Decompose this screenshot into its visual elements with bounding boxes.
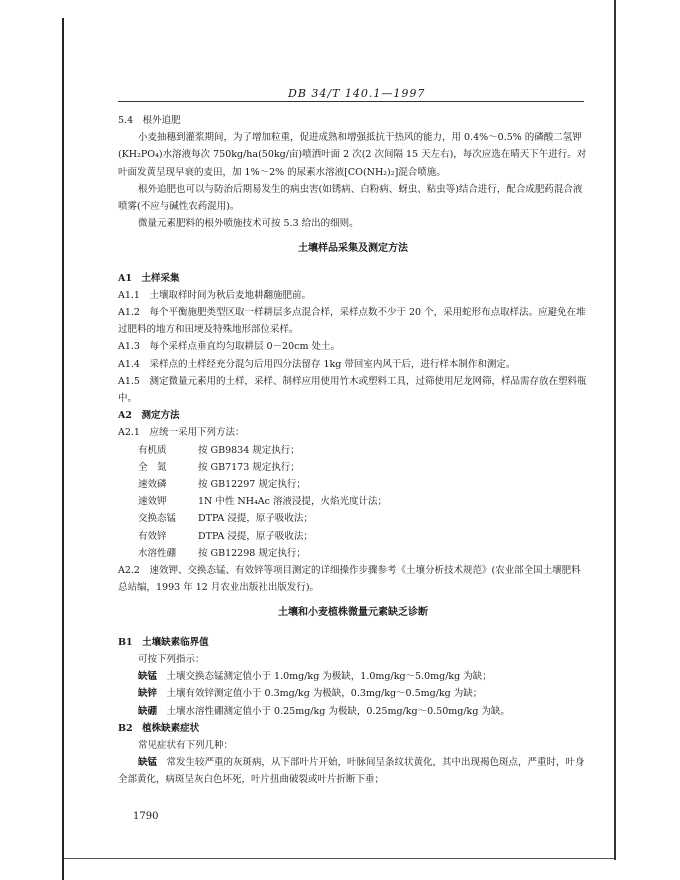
method-name: 速效钾 [138, 496, 167, 508]
method-name: 交换态锰 [138, 513, 177, 525]
method-name: 水溶性硼 [138, 547, 177, 559]
b1-item-key: 缺硼 [138, 705, 158, 717]
a1-5: A1.5 测定微量元素用的土样，采样、制样应用使用竹木或塑料工具，过筛使用尼龙网筛，样品需存放在塑料瓶中。 [118, 375, 587, 405]
b1-item [118, 685, 588, 702]
page-content [118, 112, 588, 789]
section-5-4-paragraph-3: 微量元素肥料的根外喷施技术可按 5.3 给出的细则。 [138, 218, 359, 230]
method-row [118, 528, 588, 545]
method-row [118, 476, 588, 493]
scan-edge-right [614, 0, 616, 860]
b1-item [118, 703, 588, 720]
b2-title: B2 植株缺素症状 [118, 722, 200, 734]
section-5-4-paragraph-2: 根外追肥也可以与防治后期易发生的病虫害(如锈病、白粉病、蚜虫、粘虫等)结合进行，配合成肥药混合液喷雾(不应与碱性农药混用)。 [118, 183, 583, 213]
b1-item-key: 缺锰 [138, 671, 158, 683]
a2-2: A2.2 速效钾、交换态锰、有效锌等项目测定的详细操作步骤参考《土壤分析技术规范》(农业部全国土壤肥料总站编，1993 年 12 月农业出版社出版发行)。 [118, 565, 581, 594]
b1-title: B1 土壤缺素临界值 [118, 636, 209, 648]
a1-title: A1 土样采集 [118, 272, 180, 284]
header-rule [118, 101, 584, 102]
method-desc: DTPA 浸提，原子吸收法； [198, 530, 313, 542]
a2-title: A2 测定方法 [118, 410, 180, 422]
a2-1: A2.1 应统一采用下列方法： [118, 427, 245, 439]
a1-4: A1.4 采样点的土样经充分混匀后用四分法留存 1kg 带回室内风干后，进行样本制作和测定。 [118, 358, 516, 370]
method-desc: DTPA 浸提，原子吸收法； [198, 513, 313, 525]
method-desc: 按 GB12298 规定执行； [198, 547, 306, 559]
b2-item [118, 754, 588, 788]
method-desc: 1N 中性 NH₄Ac 溶液浸提，火焰光度计法； [198, 496, 388, 508]
page-number: 1790 [133, 811, 159, 822]
method-desc: 按 GB9834 规定执行； [198, 444, 300, 456]
a1-3: A1.3 每个采样点垂直均匀取耕层 0－20cm 处土。 [118, 341, 340, 353]
method-name: 速效磷 [138, 479, 167, 491]
a1-1: A1.1 土壤取样时间为秋后麦地耕翻施肥前。 [118, 289, 311, 301]
b2-item-key: 缺锰 [138, 757, 158, 769]
method-row [118, 493, 588, 510]
scan-edge-bottom [64, 858, 614, 859]
b1-intro: 可按下列指示： [138, 653, 205, 665]
page-header: DB 34/T 140.1—1997 [288, 87, 426, 100]
b1-item [118, 668, 588, 685]
section-5-4-paragraph-1: 小麦抽穗到灌浆期间，为了增加粒重，促进成熟和增强抵抗干热风的能力，用 0.4%～0.5% 的磷酸二氢钾(KH₂PO₄)水溶液每次 750kg/ha(50kg/亩)喷洒叶面 2 次(2 次间隔 15 天左右)，每次应选在晴天下午进行。对叶面发黄呈现早衰的麦田，加 1%～2% 的尿素水溶液[CO(NH₂)₂]混合喷施。 [118, 132, 587, 178]
method-name: 有效锌 [138, 530, 167, 542]
b1-item-key: 缺锌 [138, 688, 158, 700]
methods-list [118, 442, 588, 562]
method-name: 全 氮 [138, 461, 167, 473]
b2-intro: 常见症状有下列几种： [138, 739, 234, 751]
section-5-4-title: 5.4 根外追肥 [118, 115, 181, 126]
method-name: 有机质 [138, 444, 167, 456]
b1-item-text: 土壤交换态锰测定值小于 1.0mg/kg 为极缺，1.0mg/kg～5.0mg/kg 为缺； [157, 671, 492, 683]
b1-item-text: 土壤有效锌测定值小于 0.3mg/kg 为极缺，0.3mg/kg～0.5mg/kg 为缺； [157, 688, 483, 700]
appendix-b-title: 土壤和小麦植株微量元素缺乏诊断 [278, 607, 428, 619]
a1-2: A1.2 每个平衡施肥类型区取一样耕层多点混合样，采样点数不少于 20 个，采用蛇形布点取样法。应避免在堆过肥料的地方和田埂及特殊地形部位采样。 [118, 307, 586, 336]
method-row [118, 545, 588, 562]
method-row [118, 442, 588, 459]
b2-item-text: 常发生较严重的灰斑病，从下部叶片开始，叶脉间呈条纹状黄化，其中出现褐色斑点，严重时，叶身全部黄化，病斑呈灰白色坏死，叶片扭曲破裂或叶片折断下垂； [118, 757, 585, 786]
b1-item-text: 土壤水溶性硼测定值小于 0.25mg/kg 为极缺，0.25mg/kg～0.50mg/kg 为缺。 [157, 705, 510, 717]
method-row [118, 510, 588, 527]
appendix-a-title: 土壤样品采集及测定方法 [298, 243, 408, 255]
method-desc: 按 GB12297 规定执行； [198, 479, 306, 491]
method-row [118, 459, 588, 476]
method-desc: 按 GB7173 规定执行； [198, 461, 300, 473]
scan-edge-left [62, 18, 64, 880]
